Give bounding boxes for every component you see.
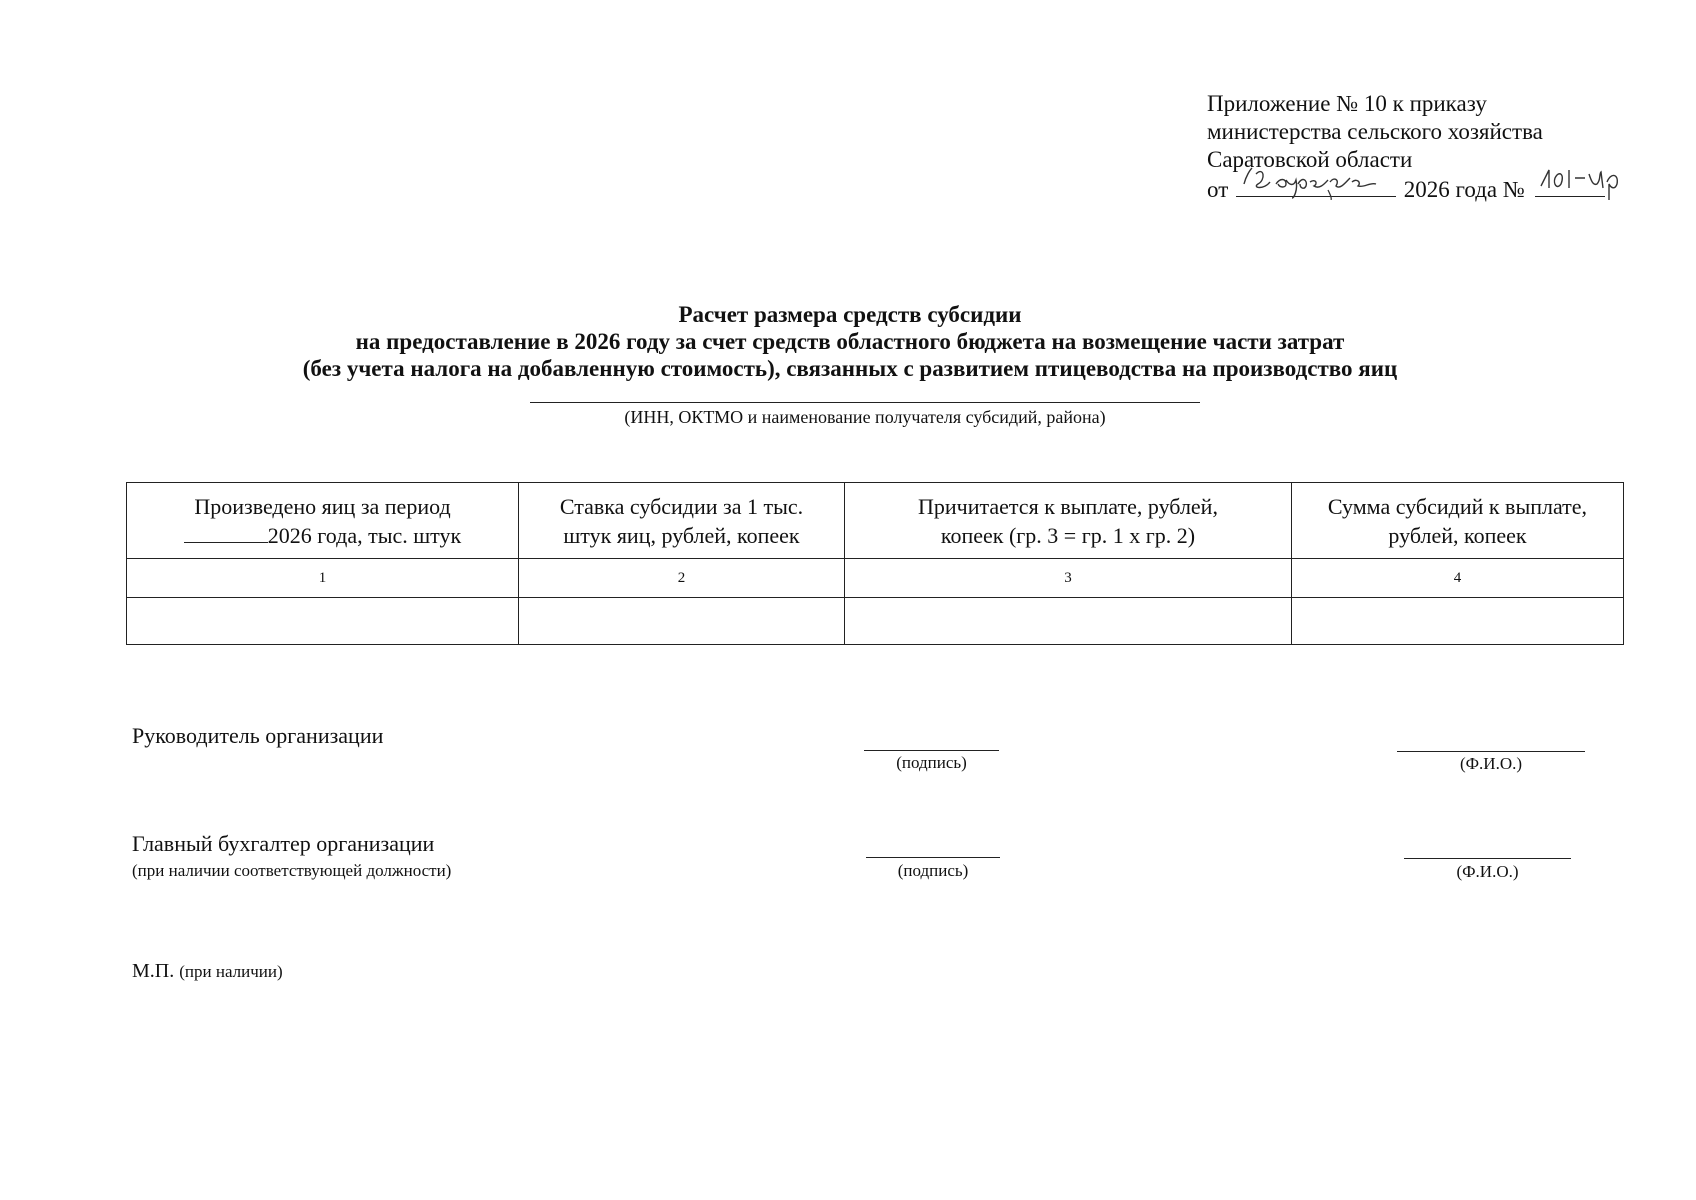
header-eggs-produced-line1: Произведено яиц за период [194,493,451,519]
accountant-signature-caption: (подпись) [897,861,969,880]
stamp-note: (при наличии) [179,962,283,981]
accountant-role-label: Главный бухгалтер организации [132,831,435,856]
header-eggs-produced [127,483,519,559]
column-number: 4 [1292,559,1624,598]
handwritten-date-field [1236,174,1396,197]
header-payable [845,483,1292,559]
header-payable-line1: Причитается к выплате, рублей, [918,493,1218,519]
table-cell-eggs[interactable] [127,598,519,645]
annex-line-2: министерства сельского хозяйства [1207,119,1543,144]
annex-from-prefix: от [1207,177,1229,202]
head-role-label: Руководитель организации [132,723,384,748]
head-name-line[interactable] [1397,751,1585,752]
handwritten-number-field [1535,174,1605,197]
period-blank [184,524,268,543]
header-subsidy-rate [519,483,845,559]
table-header-row [127,483,1624,559]
annex-block [1207,90,1605,204]
header-subsidy-sum-line1: Сумма субсидий к выплате, [1327,493,1588,519]
header-eggs-produced-unit: 2026 года, тыс. штук [267,522,462,548]
header-subsidy-rate-line2: штук яиц, рублей, копеек [563,522,800,548]
recipient-underline [530,402,1200,403]
calculation-table [126,482,1624,645]
recipient-field [530,402,1200,428]
accountant-signature-line[interactable] [866,857,1000,858]
head-signature-caption: (подпись) [896,753,967,772]
header-subsidy-rate-line1: Ставка субсидии за 1 тыс. [559,493,804,519]
header-subsidy-sum [1292,483,1624,559]
annex-line-3: Саратовской области [1207,147,1413,172]
table-cell-payable[interactable] [845,598,1292,645]
accountant-name-line[interactable] [1404,858,1571,859]
column-number: 1 [127,559,519,598]
stamp-label: М.П. [132,960,175,982]
recipient-caption: (ИНН, ОКТМО и наименование получателя субсидий, района) [624,407,1106,427]
column-number: 2 [519,559,845,598]
annex-date-line [1207,174,1605,204]
annex-year-label: 2026 года № [1403,177,1525,202]
table-column-numbers-row [127,559,1624,598]
table-cell-rate[interactable] [519,598,845,645]
accountant-name-caption: (Ф.И.О.) [1456,862,1519,881]
head-name-caption: (Ф.И.О.) [1459,754,1523,773]
title-line-3: (без учета налога на добавленную стоимость), связанных с развитием птицеводства на производство яиц [302,356,1398,381]
header-eggs-produced-line2 [133,521,512,550]
title-line-2: на предоставление в 2026 году за счет средств областного бюджета на возмещение части затрат [355,329,1345,354]
accountant-note: (при наличии соответствующей должности) [132,861,452,880]
document-title [200,301,1500,382]
column-number: 3 [845,559,1292,598]
head-signature-line[interactable] [864,750,999,751]
annex-line-1: Приложение № 10 к приказу [1207,91,1487,116]
header-subsidy-sum-line2: рублей, копеек [1388,522,1527,548]
stamp-place [132,960,283,983]
header-payable-line2: копеек (гр. 3 = гр. 1 х гр. 2) [940,522,1196,548]
table-data-row [127,598,1624,645]
title-line-1: Расчет размера средств субсидии [678,302,1022,327]
table-cell-sum[interactable] [1292,598,1624,645]
